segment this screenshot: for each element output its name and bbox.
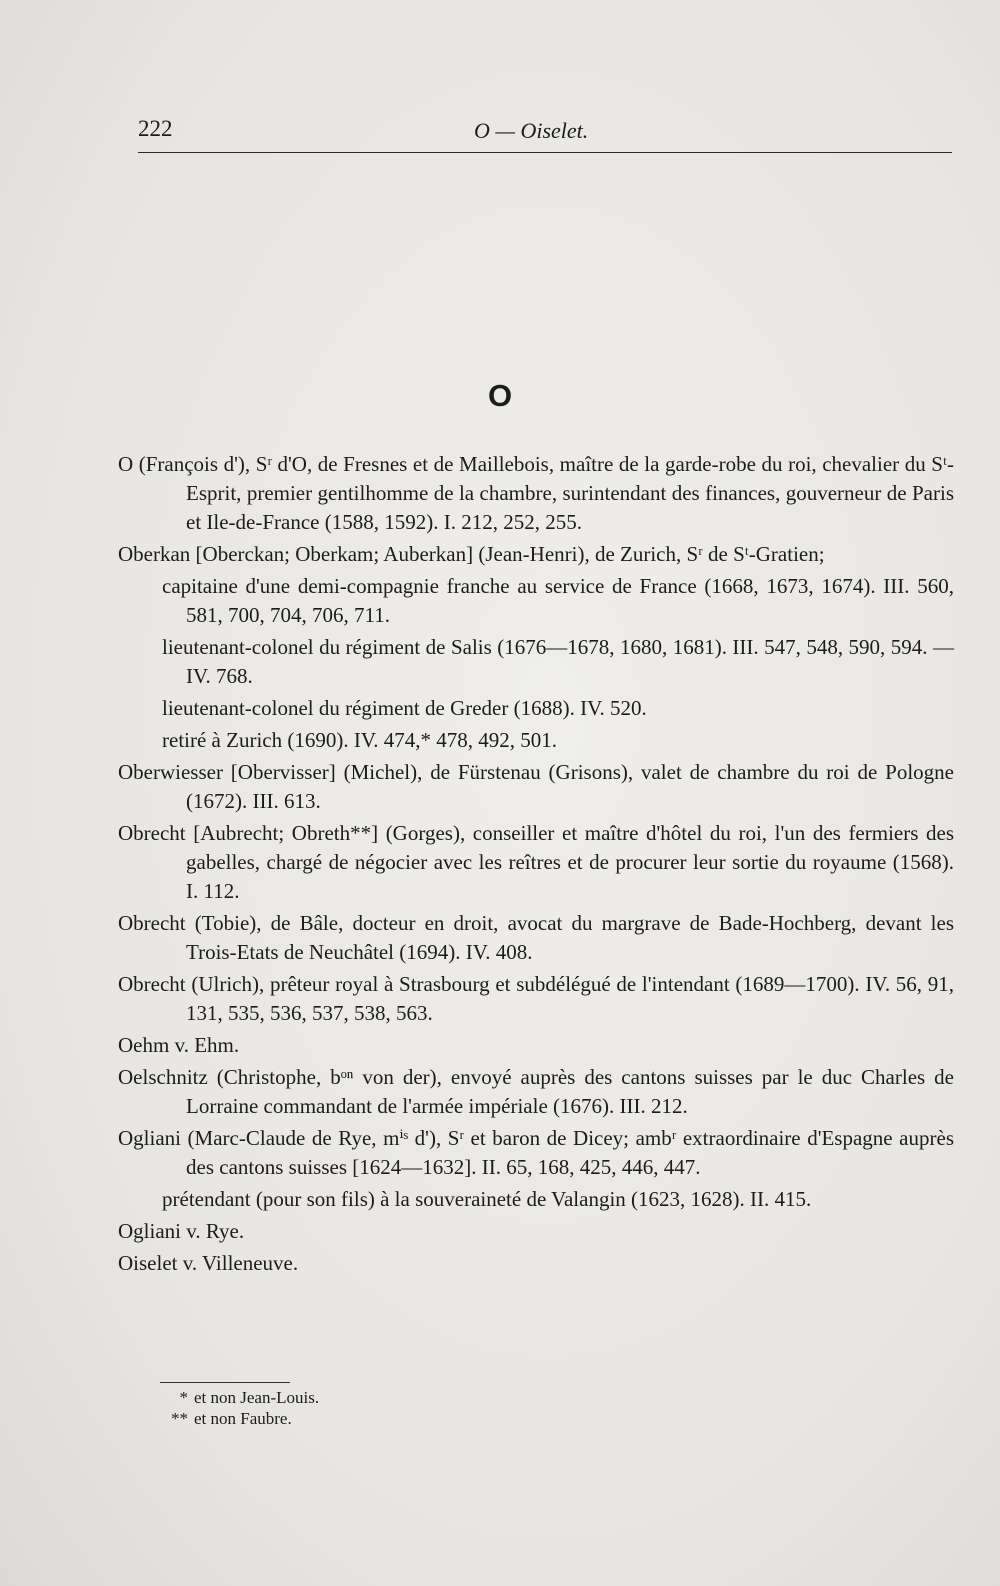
- footnote: [160, 1387, 319, 1408]
- index-subentry: retiré à Zurich (1690). IV. 474,* 478, 492, 501.: [162, 728, 558, 752]
- index-entry: O (François d'), Sʳ d'O, de Fresnes et de Maillebois, maître de la garde-robe du roi, chevalier du Sᵗ-Esprit, premier gentilhomme de la chambre, surintendant des finances, gouverneur de Paris et Ile-de-France (1588, 1592). I. 212, 252, 255.: [118, 452, 954, 534]
- footnote-text: et non Faubre.: [194, 1409, 292, 1428]
- index-entry: Obrecht (Tobie), de Bâle, docteur en droit, avocat du margrave de Bade-Hochberg, devant les Trois-Etats de Neuchâtel (1694). IV. 408.: [118, 911, 954, 964]
- index-subentry: prétendant (pour son fils) à la souveraineté de Valangin (1623, 1628). II. 415.: [162, 1187, 812, 1211]
- index-entry: Oehm v. Ehm.: [118, 1033, 240, 1057]
- index-subentry: lieutenant-colonel du régiment de Salis (1676—1678, 1680, 1681). III. 547, 548, 590, 594. — IV. 768.: [162, 635, 954, 688]
- footnote-mark: **: [171, 1409, 188, 1428]
- section-letter: O: [487, 378, 513, 413]
- index-entry: Obrecht (Ulrich), prêteur royal à Strasbourg et subdélégué de l'intendant (1689—1700). IV. 56, 91, 131, 535, 536, 537, 538, 563.: [118, 972, 954, 1025]
- index-entry: Obrecht [Aubrecht; Obreth**] (Gorges), conseiller et maître d'hôtel du roi, l'un des fermiers des gabelles, chargé de négocier avec les reîtres et de procurer leur sortie du royaume (1568). I. 112.: [118, 821, 954, 903]
- footnote: [160, 1408, 319, 1429]
- page-header: [138, 112, 950, 156]
- header-rule: [138, 152, 952, 153]
- index-entry: Oelschnitz (Christophe, bᵒⁿ von der), envoyé auprès des cantons suisses par le duc Charles de Lorraine commandant de l'armée impériale (1676). III. 212.: [118, 1065, 954, 1118]
- index-subentry: lieutenant-colonel du régiment de Greder (1688). IV. 520.: [162, 696, 647, 720]
- index-subentry: capitaine d'une demi-compagnie franche au service de France (1668, 1673, 1674). III. 560, 581, 700, 704, 706, 711.: [162, 574, 954, 627]
- index-entry: Ogliani (Marc-Claude de Rye, mⁱˢ d'), Sʳ et baron de Dicey; ambʳ extraordinaire d'Espagne auprès des cantons suisses [1624—1632]. II. 65, 168, 425, 446, 447.: [118, 1126, 954, 1179]
- page-number: 222: [138, 116, 173, 141]
- index-entry: Oberwiesser [Obervisser] (Michel), de Fürstenau (Grisons), valet de chambre du roi de Pologne (1672). III. 613.: [118, 760, 954, 813]
- index-entry: Oiselet v. Villeneuve.: [118, 1251, 299, 1275]
- footnote-text: et non Jean-Louis.: [194, 1388, 320, 1407]
- footnote-rule: [160, 1382, 290, 1383]
- footnote-mark: *: [179, 1388, 188, 1407]
- running-title: O — Oiselet.: [474, 118, 589, 143]
- index-entry: Oberkan [Oberckan; Oberkam; Auberkan] (Jean-Henri), de Zurich, Sʳ de Sᵗ-Gratien;: [118, 542, 825, 566]
- index-entries: [118, 450, 954, 1281]
- index-entry: Ogliani v. Rye.: [118, 1219, 245, 1243]
- footnotes: [160, 1382, 319, 1429]
